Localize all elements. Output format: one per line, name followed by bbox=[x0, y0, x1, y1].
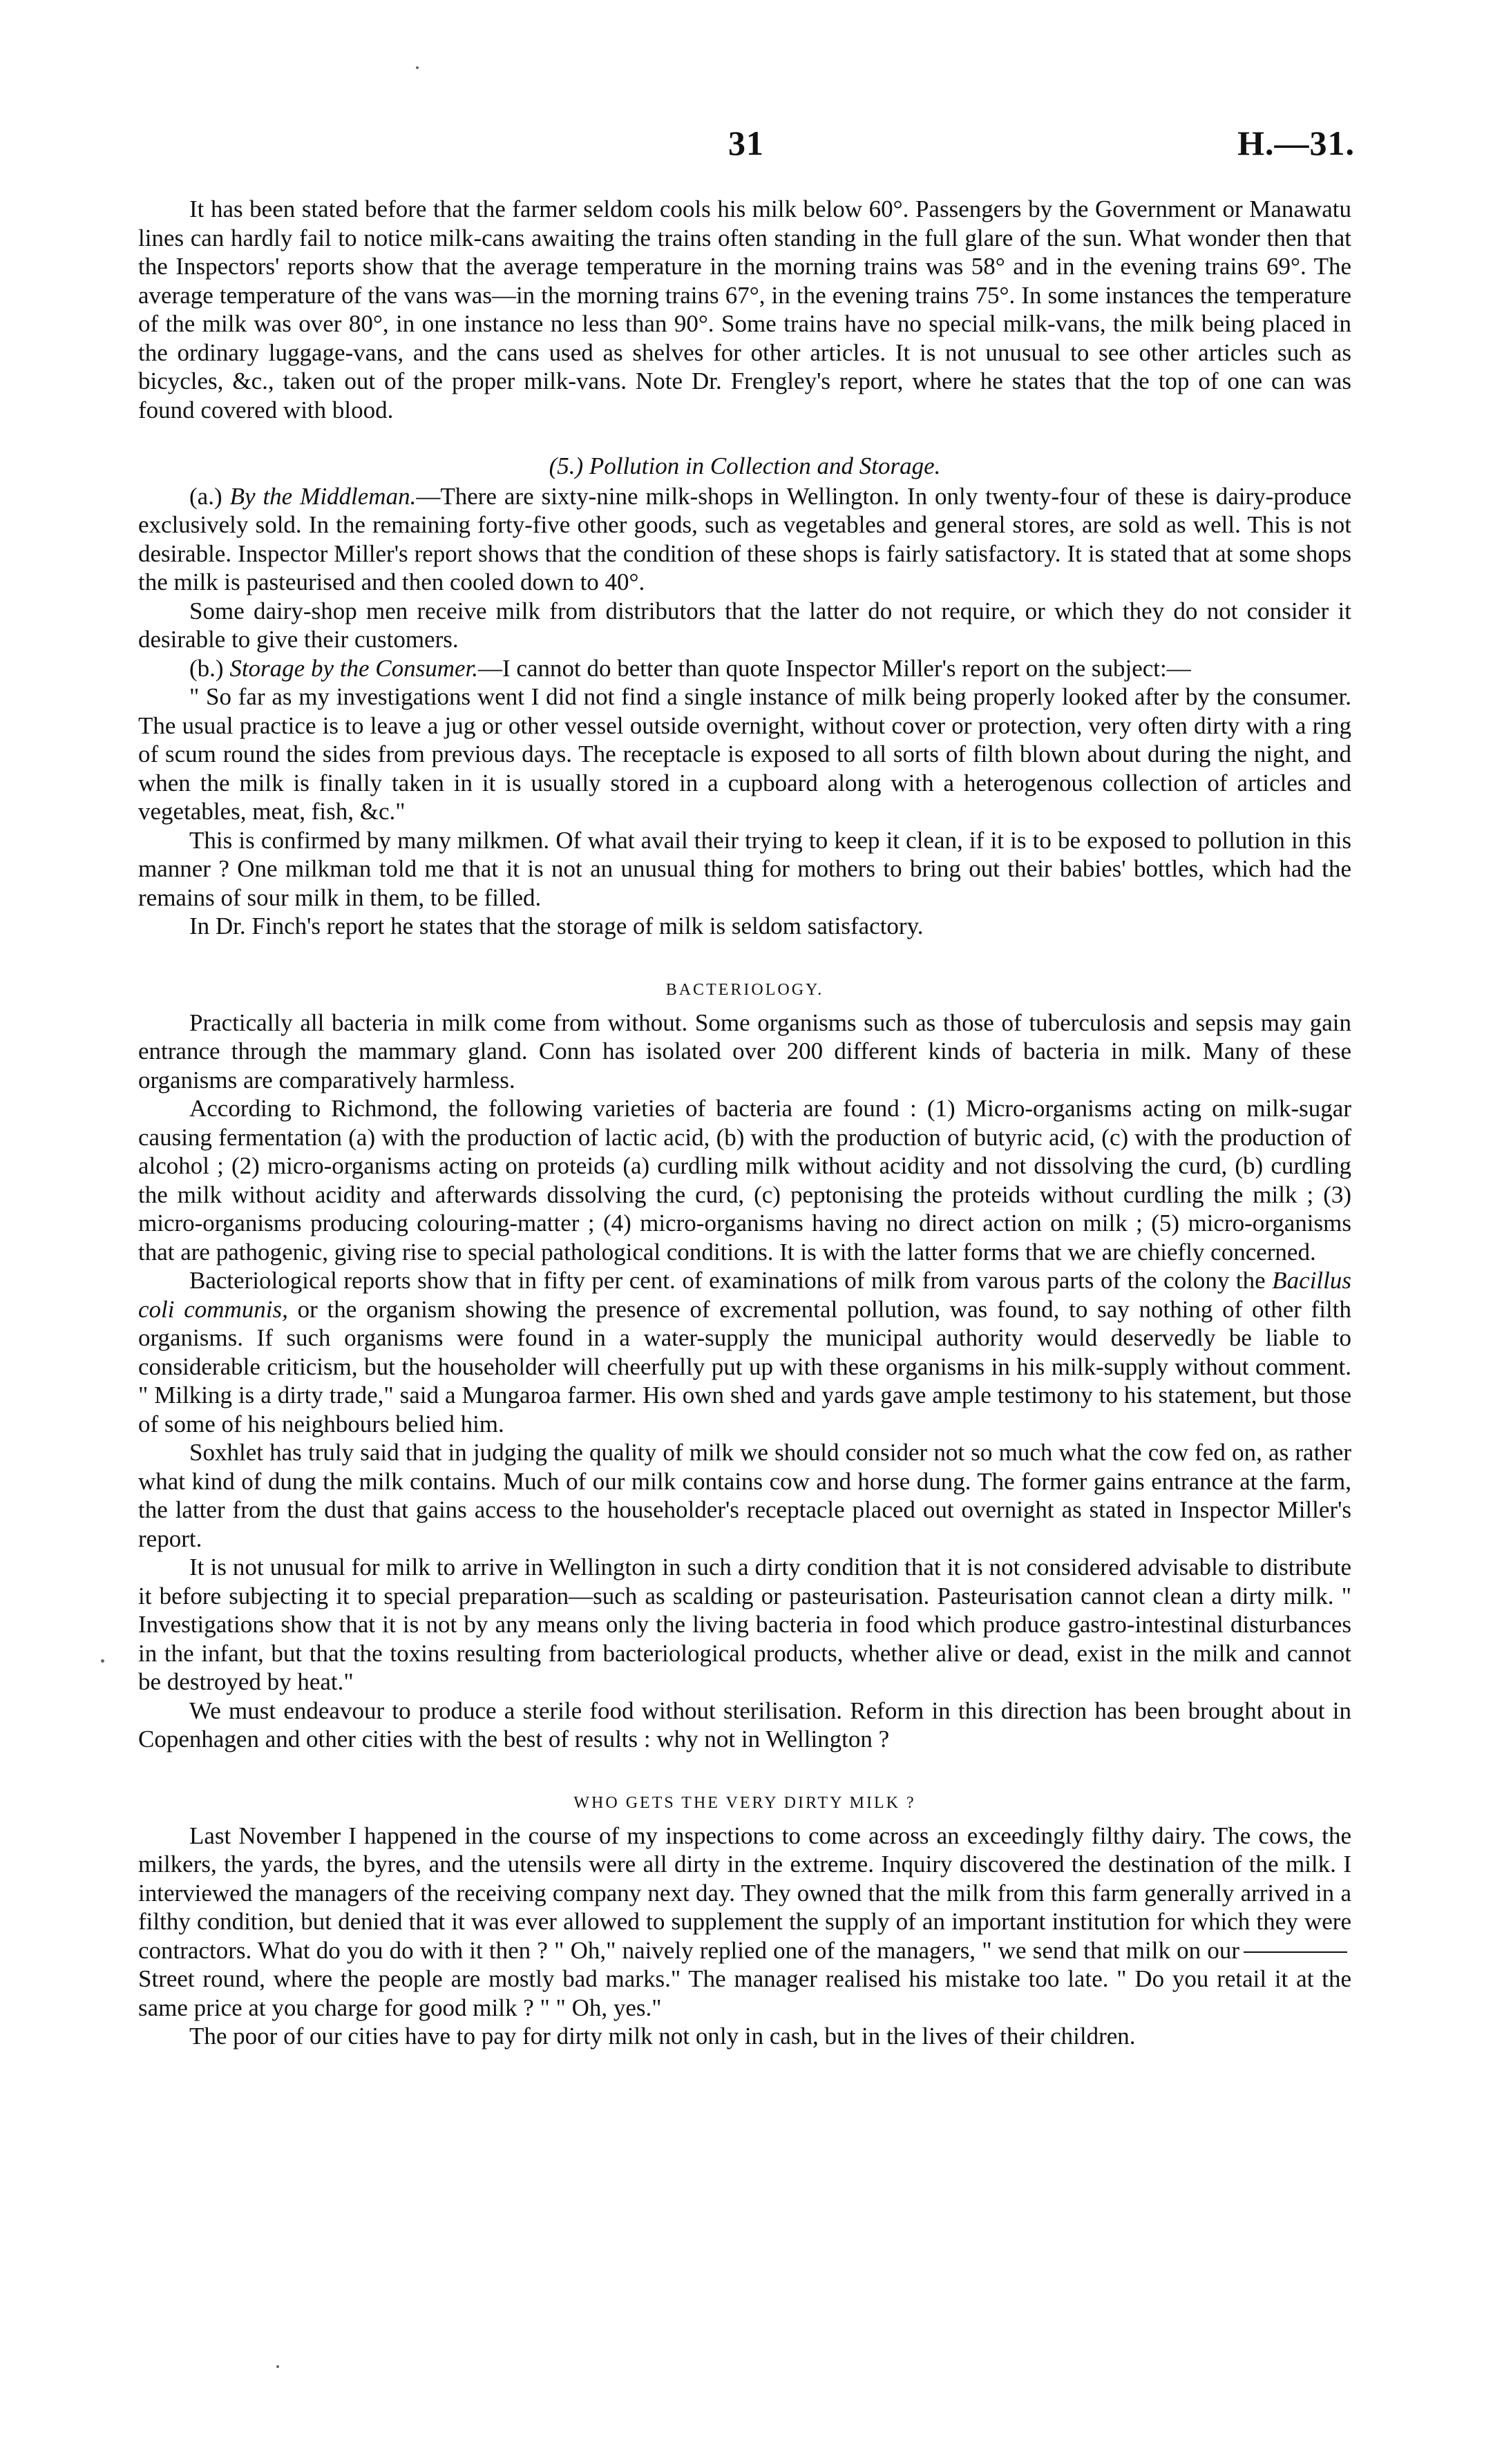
reports-text-end: or the organism showing the presence of excremental pollution, was found, to say nothing of other filth organisms. If such organisms were found in a water-supply the municipal authority would deservedly be liable to considerable criticism, but the householder will cheerfully put up with these organisms in his milk-supply without comment. " Milking is a dirty trade," said a Mungaroa farmer. His own shed and yards gave ample testimony to his statement, but those of some of his neighbours belied him. bbox=[138, 1295, 1352, 1438]
redacted-street-blank bbox=[1244, 1951, 1347, 1953]
bacillus-name: Bacillus coli communis, bbox=[138, 1267, 1351, 1323]
subheading-middleman: By the Middleman. bbox=[229, 482, 417, 510]
subheading-consumer: Storage by the Consumer. bbox=[229, 654, 479, 682]
paragraph-consumer bbox=[138, 654, 1351, 683]
paragraph-miller-quote: " So far as my investigations went I did not find a single instance of milk being properly looked after by the consumer. The usual practice is to leave a jug or other vessel outside overnight, without cover or protection, very often dirty with a ring of scum round the sides from previous days. The receptacle is exposed to all sorts of filth blown about during the night, and when the milk is finally taken in it is usually stored in a cupboard along with a heterogenous collection of articles and vegetables, meat, fish, &c." bbox=[138, 683, 1351, 825]
section-heading-pollution: (5.) Pollution in Collection and Storage. bbox=[549, 452, 941, 479]
label-b: (b.) bbox=[189, 654, 224, 682]
scan-speck bbox=[416, 66, 419, 69]
paragraph-dirty-condition: It is not unusual for milk to arrive in Wellington in such a dirty condition that it is not considered advisable to distribute it before subjecting it to special preparation—such as scalding or pasteurisation. Pasteurisation cannot clean a dirty milk. " Investigations show that it is not by any means only the living bacteria in food which produce gastro-intestinal disturbances in the infant, but that the toxins resulting from bacteriological products, whether alive or dead, exist in the milk and cannot be destroyed by heat." bbox=[138, 1554, 1351, 1695]
paragraph-finch-report: In Dr. Finch's report he states that the storage of milk is seldom satisfactory. bbox=[189, 913, 924, 939]
paragraph-bacteriological-reports bbox=[138, 1266, 1351, 1438]
label-a: (a.) bbox=[189, 482, 222, 510]
paragraph-middleman bbox=[138, 482, 1351, 597]
paragraph-sterile-food: We must endeavour to produce a sterile food without sterilisation. Reform in this direction has been brought about in Copenhagen and other cities with the best of results : why not in Wellington ? bbox=[138, 1697, 1351, 1753]
paragraph-richmond-varieties: According to Richmond, the following varieties of bacteria are found : (1) Micro-organisms acting on milk-sugar causing fermentation (a) with the production of lactic acid, (b) with the production of butyric acid, (c) with the production of alcohol ; (2) micro-organisms acting on proteids (a) curdling milk without acidity and not dissolving the curd, (b) curdling the milk without acidity and afterwards dissolving the curd, (c) peptonising the proteids without curdling the milk ; (3) micro-organisms producing colouring-matter ; (4) micro-organisms having no direct action on milk ; (5) micro-organisms that are pathogenic, giving rise to special pathological conditions. It is with the latter forms that we are chiefly concerned. bbox=[138, 1095, 1351, 1266]
paragraph-filthy-dairy bbox=[138, 1822, 1351, 2023]
consumer-text: —I cannot do better than quote Inspector Miller's report on the subject:— bbox=[478, 654, 1191, 682]
section-heading-dirty-milk: WHO GETS THE VERY DIRTY MILK ? bbox=[573, 1793, 916, 1812]
paragraph-milk-temperature: It has been stated before that the farmer seldom cools his milk below 60°. Passengers by the Government or Manawatu lines can hardly fail to notice milk-cans awaiting the trains often standing in the full glare of the sun. What wonder then that the Inspectors' reports show that the average temperature in the morning trains was 58° and in the evening trains 69°. The average temperature of the vans was—in the morning trains 67°, in the evening trains 75°. In some instances the temperature of the milk was over 80°, in one instance no less than 90°. Some trains have no special milk-vans, the milk being placed in the ordinary luggage-vans, and the cans used as shelves for other articles. It is not unusual to see other articles such as bicycles, &c., taken out of the proper milk-vans. Note Dr. Frengley's report, where he states that the top of one can was found covered with blood. bbox=[138, 195, 1351, 423]
section-heading-bacteriology: BACTERIOLOGY. bbox=[665, 980, 824, 999]
document-body bbox=[138, 195, 1351, 2051]
paragraph-milkmen: This is confirmed by many milkmen. Of what avail their trying to keep it clean, if it is to be exposed to pollution in this manner ? One milkman told me that it is not an unusual thing for mothers to bring out their babies' bottles, which had the remains of sour milk in them, to be filled. bbox=[138, 826, 1351, 911]
paragraph-dairy-shop-men: Some dairy-shop men receive milk from distributors that the latter do not require, or which they do not consider it desirable to give their customers. bbox=[138, 597, 1351, 653]
page-number: 31 bbox=[728, 124, 764, 162]
paragraph-bacteria-origin: Practically all bacteria in milk come from without. Some organisms such as those of tuberculosis and sepsis may gain entrance through the mammary gland. Conn has isolated over 200 different kinds of bacteria in milk. Many of these organisms are comparatively harmless. bbox=[138, 1009, 1351, 1093]
dairy-text-start: Last November I happened in the course of my inspections to come across an exceedingly filthy dairy. The cows, the milkers, the yards, the byres, and the utensils were all dirty in the extreme. Inquiry discovered the destination of the milk. I interviewed the managers of the receiving company next day. They owned that the milk from this farm generally arrived in a filthy condition, but denied that it was ever allowed to supplement the supply of an important institution for which they were contractors. What do you do with it then ? " Oh," naively replied one of the managers, " we send that milk on our bbox=[138, 1822, 1351, 1964]
scan-speck bbox=[276, 2365, 279, 2368]
dairy-text-end: Street round, where the people are mostly bad marks." The manager realised his mistake too late. " Do you retail it at the same price at you charge for good milk ? " " Oh, yes." bbox=[138, 1965, 1351, 2021]
document-reference: H.—31. bbox=[1237, 124, 1355, 162]
reports-text-start: Bacteriological reports show that in fifty per cent. of examinations of milk from varous parts of the colony the bbox=[189, 1267, 1273, 1294]
scan-speck bbox=[101, 1659, 104, 1663]
paragraph-soxhlet: Soxhlet has truly said that in judging the quality of milk we should consider not so much what the cow fed on, as rather what kind of dung the milk contains. Much of our milk contains cow and horse dung. The former gains entrance at the farm, the latter from the dust that gains access to the householder's receptacle placed out overnight as stated in Inspector Miller's report. bbox=[138, 1439, 1351, 1552]
middleman-text: —There are sixty-nine milk-shops in Wellington. In only twenty-four of these is dairy-produce exclusively sold. In the remaining forty-five other goods, such as vegetables and general stores, are sold as well. This is not desirable. Inspector Miller's report shows that the condition of these shops is fairly satisfactory. It is stated that at some shops the milk is pasteurised and then cooled down to 40°. bbox=[138, 482, 1352, 595]
paragraph-poor-of-cities: The poor of our cities have to pay for dirty milk not only in cash, but in the lives of their children. bbox=[189, 2023, 1136, 2050]
